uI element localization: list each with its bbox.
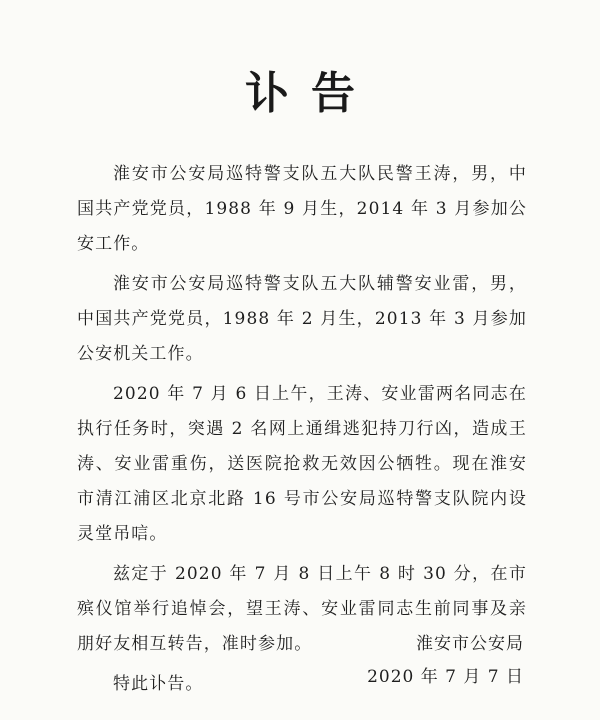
paragraph-incident: 2020 年 7 月 6 日上午，王涛、安业雷两名同志在执行任务时，突遇 2 名网上通缉逃犯持刀行凶，造成王涛、安业雷重伤，送医院抢救无效因公牺牲。现在淮安市清江浦区北京北路 16 号市公安局巡特警支队院内设灵堂吊唁。 bbox=[77, 384, 527, 544]
notice-title: 讣告 bbox=[245, 68, 377, 119]
signature-organization: 淮安市公安局 bbox=[416, 634, 524, 654]
paragraph-memorial: 兹定于 2020 年 7 月 8 日上午 8 时 30 分，在市殡仪馆举行追悼会，望王涛、安业雷同志生前同事及亲朋好友相互转告，准时参加。 bbox=[77, 564, 527, 654]
notice-body bbox=[77, 157, 527, 707]
signature-date: 2020 年 7 月 7 日 bbox=[367, 667, 524, 687]
paragraph-closing: 特此讣告。 bbox=[113, 674, 204, 694]
paragraph-wang-tao-bio: 淮安市公安局巡特警支队五大队民警王涛，男，中国共产党党员，1988 年 9 月生，2014 年 3 月参加公安工作。 bbox=[77, 164, 527, 254]
paragraph-an-yelei-bio: 淮安市公安局巡特警支队五大队辅警安业雷，男，中国共产党党员，1988 年 2 月生，2013 年 3 月参加公安机关工作。 bbox=[77, 274, 527, 364]
